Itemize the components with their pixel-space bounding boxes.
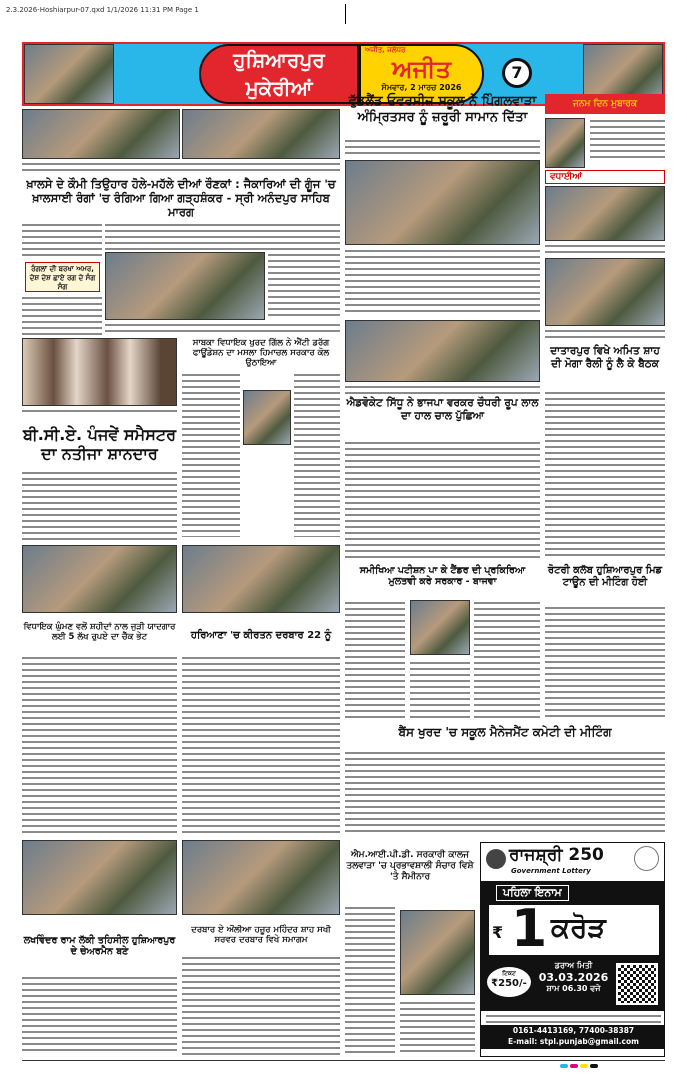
article-body [22,975,177,1055]
headline-bajwa: ਸਮੀਖਿਆ ਪਟੀਸ਼ਨ ਪਾ ਕੇ ਟੈਂਡਰ ਦੀ ਪ੍ਰਕਿਰਿਆ ਮੁਲਤਵੀ ਕਰੇ ਸਰਕਾਰ - ਬਾਜਵਾ [359,565,526,588]
seminar-speaker-photo [400,910,475,995]
holla-mohalla-photo-2 [182,109,340,159]
draw-date: 03.03.2026 [538,971,609,984]
article-body [345,248,540,316]
print-slug: 2.3.2026-Hoshiarpur-07.qxd 1/1/2026 11:31 PM Page 1 [6,6,199,14]
ticket-price: ₹250/- [491,978,527,989]
couple-photo [545,186,665,241]
article-body [22,655,177,835]
headline-seminar: ਐਮ.ਆਈ.ਪੀ.ਡੀ. ਸਰਕਾਰੀ ਕਾਲਜ ਤਲਵਾੜਾ 'ਚ ਪ੍ਰਭਾਵਸ਼ਾਲੀ ਸੰਚਾਰ ਵਿਸ਼ੇ 'ਤੇ ਸੈਮੀਨਾਰ [346,850,474,882]
holla-mohalla-photo-3 [105,252,265,320]
headline-bains-khurd: ਬੈਂਸ ਖੁਰਦ 'ਚ ਸਕੂਲ ਮੈਨੇਜਮੈਂਟ ਕਮੇਟੀ ਦੀ ਮੀਟਿੰਗ [398,725,612,739]
article-body [400,1000,475,1055]
article-body [22,470,177,542]
prize-panel [481,881,665,1011]
crop-mark [345,4,346,24]
prize-currency: ₹ [492,923,504,942]
quote-box: ਰੰਗਲਾਂ ਦੀ ਬਰਖਾ ਅਮਰ, ਦੇਸ਼ ਦੇਸ਼ ਛਾਏ ਰਗ ਦੇ ਸੰਗ ਸੰਗ [25,262,100,292]
headline-kirtan-darbar: ਹਰਿਆਣਾ 'ਚ ਕੀਰਤਨ ਦਰਬਾਰ 22 ਨੂੰ [190,630,332,641]
ticket-badge [487,967,531,997]
headline-holla-mohalla: ਖ਼ਾਲਸੇ ਦੇ ਕੌਮੀ ਤਿਉਹਾਰ ਹੋਲੇ-ਮਹੱਲੇ ਦੀਆਂ ਰੌਣਕਾਂ : ਜੈਕਾਰਿਆਂ ਦੀ ਗੂੰਜ 'ਚ ਖ਼ਾਲਸਾਈ ਰੰਗਾਂ 'ਚ ਰੰਗਿਆ ਗਿਆ ਗੜ੍ਹਸ਼ੰਕਰ - ਸ੍ਰੀ ਅਨੰਦਪੁਰ ਸਾਹਿਬ ਮਾਰਗ [26,177,336,219]
article-body [182,372,240,537]
reporter-portrait [243,390,291,445]
draw-time: ਸ਼ਾਮ 06.30 ਵਜੇ [546,984,601,993]
article-body [345,440,540,558]
headline-drug-foundation: ਸਾਬਕਾ ਵਿਧਾਇਕ ਖੁਰਦ ਗਿੱਲ ਨੇ ਐਂਟੀ ਡਰੱਗ ਫਾਊਂਡੇਸ਼ਨ ਦਾ ਮਸਲਾ ਹਿਮਾਚਲ ਸਰਕਾਰ ਕੋਲ ਉਠਾਇਆ [192,338,330,369]
photo-caption [545,243,665,255]
headline-advocate-sidhu: ਐਡਵੋਕੇਟ ਸਿੱਧੂ ਨੇ ਭਾਜਪਾ ਵਰਕਰ ਚੌਧਰੀ ਰੂਪ ਲਾਲ ਦਾ ਹਾਲ ਚਾਲ ਪੁੱਛਿਆ [346,397,539,422]
photo-caption [345,384,540,394]
bajwa-portrait [410,600,470,655]
govt-seal-icon [634,846,659,871]
greetings-label: ਵਧਾਈਆਂ [545,170,665,184]
article-body [22,222,102,260]
paper-logo: ਅਜੀਤ [392,55,451,83]
lottery-subtitle: Government Lottery [511,867,591,875]
lottery-ad [480,842,665,1057]
article-body [268,252,340,320]
ad-fine-print [486,1013,661,1023]
sidhu-visit-photo [345,320,540,382]
photo-caption [22,408,177,416]
donation-photo [345,160,540,245]
headline-woodland-school: ਵੁੱਡਲੈਂਡ ਓਵਰਸੀਜ਼ ਸਕੂਲ ਨੇ ਪਿੰਗਲਵਾੜਾ ਅੰਮ੍ਰਿਤਸਰ ਨੂੰ ਜ਼ਰੂਰੀ ਸਾਮਾਨ ਦਿੱਤਾ [348,94,537,125]
article-body [105,222,340,250]
birthday-child-photo [545,118,585,168]
prize-box [489,899,659,959]
article-body [345,138,540,158]
page-number: 7 [502,58,532,88]
edition: ਅਜੀਤ, ਜਲੰਧਰ [365,46,406,54]
headline-amit-shah-meeting: ਦਾਤਾਰਪੁਰ ਵਿਖੇ ਅਮਿਤ ਸ਼ਾਹ ਦੀ ਮੋਗਾ ਰੈਲੀ ਨੂੰ ਲੈ ਕੇ ਬੈਠਕ [550,345,660,370]
article-body [345,905,395,1055]
article-body [182,655,340,835]
darbar-photo [182,840,340,915]
sub-region-name: ਮੁਕੇਰੀਆਂ [245,76,313,100]
lottery-logo-icon [486,849,506,869]
qr-code-icon [616,963,658,1005]
footer-rule [22,1060,665,1061]
article-body [545,390,665,558]
birthday-caption [590,118,665,160]
article-body [182,955,340,1055]
ticket-label: ਟਿਕਟ [502,970,516,977]
region-name: ਹੁਸ਼ਿਆਰਪੁਰ [233,48,325,72]
article-body [474,600,540,718]
cheque-photo [22,545,177,613]
prize-unit: ਕਰੋੜ [551,911,606,944]
headline-rotary-club: ਰੋਟਰੀ ਕਲੱਬ ਹੁਸ਼ਿਆਰਪੁਰ ਮਿਡ ਟਾਊਨ ਦੀ ਮੀਟਿੰਗ ਹੋਈ [547,565,663,588]
region-banner [199,44,359,104]
photo-caption [22,161,340,173]
headline-ghuman-cheque: ਵਿਧਾਇਕ ਘੁੰਮਣ ਵਲੋਂ ਸ਼ਹੀਦਾਂ ਨਾਲ ਜੁੜੀ ਯਾਦਗਾਰ ਲਈ 5 ਲੱਖ ਰੁਪਏ ਦਾ ਚੈੱਕ ਭੇਟ [23,622,176,643]
article-body [410,660,470,718]
headline-darbar: ਦਰਬਾਰ ਏ ਔਲੀਆ ਹਜ਼ੂਰ ਮਹਿੰਦਰ ਸ਼ਾਹ ਸਖੀ ਸਰਵਰ ਦਰਬਾਰ ਵਿਖੇ ਸਮਾਗਮ [191,925,331,946]
article-body [545,605,665,718]
draw-info [536,961,611,994]
datarpur-meeting-photo [545,258,665,326]
color-registration-marks [560,1064,598,1068]
students-photo [22,338,177,406]
birthday-banner: ਜਨਮ ਦਿਨ ਮੁਬਾਰਕ [545,94,665,114]
article-body [345,750,665,835]
lottery-brand: ਰਾਜਸ਼੍ਰੀ 250 [509,845,604,865]
prize-amount: 1 [511,899,548,959]
contact-panel [481,1025,665,1049]
headline-chairman: ਲਖਵਿੰਦਰ ਰਾਮ ਲੱਕੀ ਤਹਿਸੀਲ ਹੁਸ਼ਿਆਰਪੁਰ ਦੇ ਚੇਅਰਮੈਨ ਬਣੇ [23,935,176,958]
photo-caption [545,328,665,340]
headline-bca-result: ਬੀ.ਸੀ.ਏ. ਪੰਜਵੇਂ ਸਮੈਸਟਰ ਦਾ ਨਤੀਜਾ ਸ਼ਾਨਦਾਰ [22,425,177,464]
draw-label: ਡਰਾਅ ਮਿਤੀ [554,961,593,970]
prize-label: ਪਹਿਲਾ ਇਨਾਮ [496,885,569,901]
masthead-photo-left [24,44,114,104]
photo-caption [105,322,340,334]
contact-phone: 0161-4413169, 77400-38387 [512,1026,635,1035]
issue-date: ਸੋਮਵਾਰ, 2 ਮਾਰਚ 2026 [381,83,462,92]
article-body [22,295,102,335]
contact-email: E-mail: stpl.punjab@gmail.com [508,1037,639,1046]
kirtan-photo [182,545,340,613]
article-body [345,600,405,718]
chairman-photo [22,840,177,915]
holla-mohalla-photo-1 [22,109,180,159]
article-body [294,372,340,537]
